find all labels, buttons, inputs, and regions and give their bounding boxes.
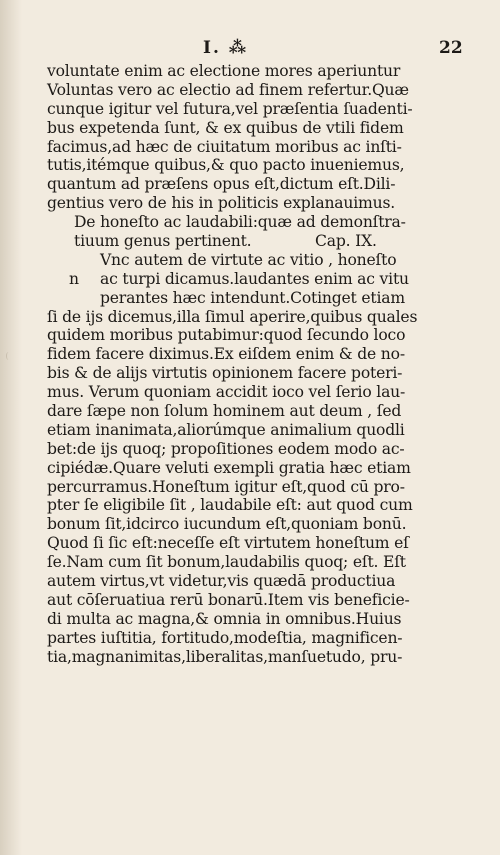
text-line: partes iuſtitia, fortitudo,modeſtia, magnificen- <box>47 628 403 647</box>
text-line: quidem moribus putabimur:quod ſecundo loco <box>47 326 406 345</box>
text-line: ſi de ijs dicemus,illa ſimul aperire,quibus quales <box>47 307 418 326</box>
text-line: quantum ad præſens opus eſt,dictum eſt.Dili- <box>47 175 396 194</box>
text-line: dare ſæpe non ſolum hominem aut deum , ſed <box>47 402 402 421</box>
chapter-heading-line: De honeſto ac laudabili:quæ ad demonſtra- <box>74 213 406 232</box>
text-line: perantes hæc intendunt.Cotinget etiam <box>100 288 405 307</box>
chapter-heading-text: tiuum genus pertinent. <box>74 232 252 251</box>
text-line: tutis,itémque quibus,& quo pacto inueniemus, <box>47 156 405 175</box>
text-line: bet:de ijs quoq; propoſitiones eodem modo ac- <box>47 439 405 458</box>
text-line: mus. Verum quoniam accidit ioco vel ſerio lau- <box>47 383 406 402</box>
text-line-with-guide-letter <box>47 270 467 289</box>
text-line: Voluntas vero ac electio ad finem refertur.Quæ <box>47 80 409 99</box>
text-line: bonum ſit,idcirco iucundum eſt,quoniam bonū. <box>47 515 407 534</box>
text-line: autem virtus,vt videtur,vis quædā productiua <box>47 572 396 591</box>
text-line: facimus,ad hæc de ciuitatum moribus ac inſti- <box>47 137 402 156</box>
text-line: di multa ac magna,& omnia in omnibus.Huius <box>47 609 402 628</box>
text-line: Quod ſi ſic eſt:neceſſe eſt virtutem honeſtum eſ <box>47 534 409 553</box>
text-line: fidem facere diximus.Ex eiſdem enim & de no- <box>47 345 405 364</box>
initial-guide-letter: n <box>69 269 79 288</box>
text-line: cunque igitur vel futura,vel præſentia ſuadenti- <box>47 99 413 118</box>
signature-mark: I. ⁂ <box>203 38 249 58</box>
text-line: tia,magnanimitas,liberalitas,manſuetudo, pru- <box>47 647 403 666</box>
running-head <box>0 38 500 58</box>
text-line: aut cōſeruatiua rerū bonarū.Item vis beneficie- <box>47 590 410 609</box>
text-line: voluntate enim ac electione mores aperiuntur <box>47 62 401 80</box>
bleed-mark <box>6 352 11 360</box>
chapter-heading-row <box>47 232 467 251</box>
page-number: 22 <box>439 38 463 58</box>
text-line: gentius vero de his in politicis explanauimus. <box>47 194 396 213</box>
chapter-label: Cap. IX. <box>315 232 377 251</box>
text-line: percurramus.Honeſtum igitur eſt,quod cū pro- <box>47 477 405 496</box>
text-line: ſe.Nam cum ſit bonum,laudabilis quoq; eſt. Eſt <box>47 553 406 572</box>
text-line: pter ſe eligibile ſit , laudabile eſt: aut quod cum <box>47 496 413 515</box>
text-line: bis & de alijs virtutis opinionem facere poteri- <box>47 364 403 383</box>
text-line: Vnc autem de virtute ac vitio , honeſto <box>100 250 397 269</box>
text-line: etiam inanimata,aliorúmque animalium quodli <box>47 420 405 439</box>
gutter-shadow <box>0 0 22 855</box>
text-line-content: ac turpi dicamus.laudantes enim ac vitu <box>100 269 409 288</box>
text-line: bus expetenda ſunt, & ex quibus de vtili fidem <box>47 118 404 137</box>
text-block <box>47 62 467 667</box>
text-line: cipiédæ.Quare veluti exempli gratia hæc etiam <box>47 458 411 477</box>
